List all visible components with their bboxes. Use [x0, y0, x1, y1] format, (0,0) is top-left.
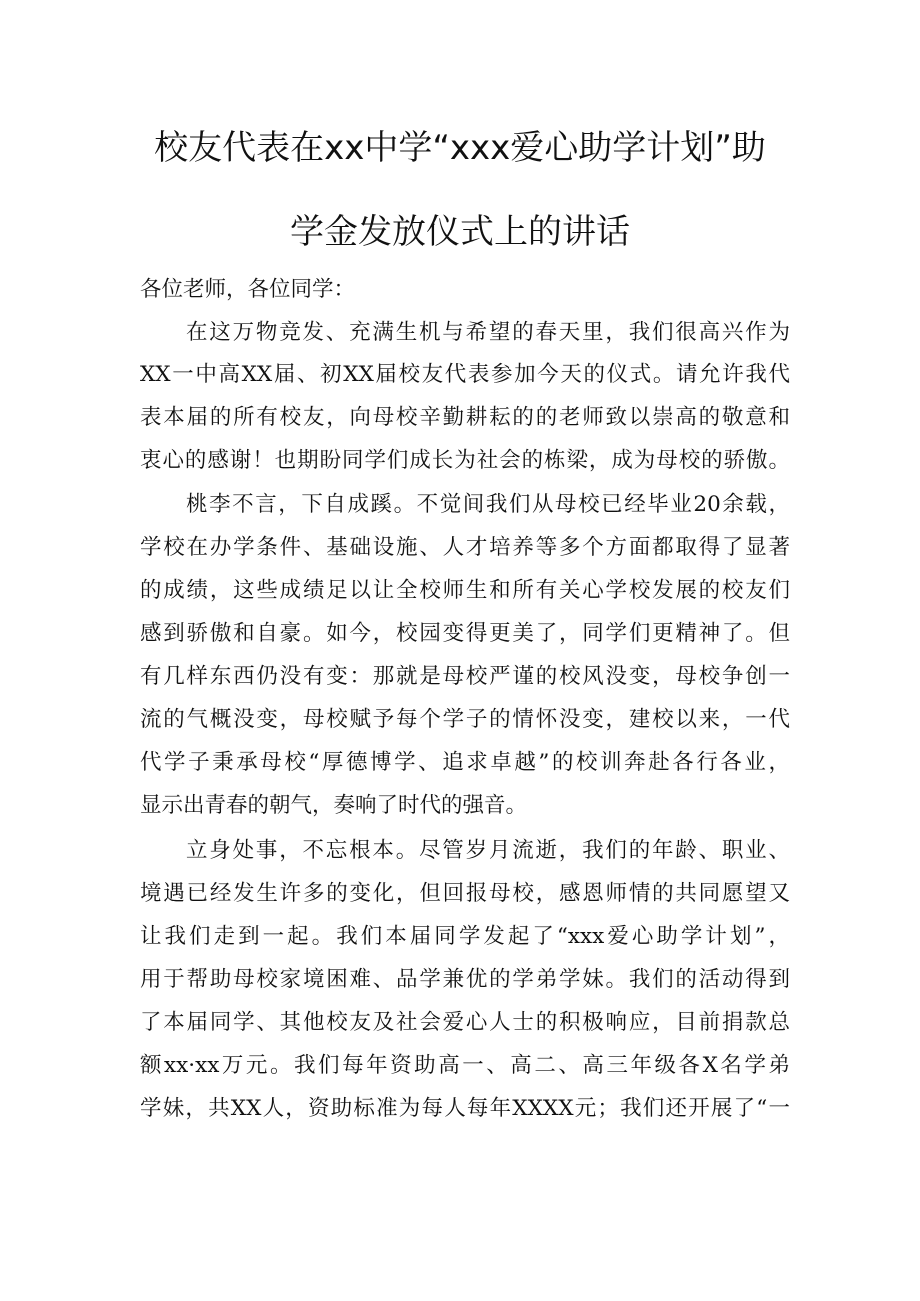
- document-title-line-2: 学金发放仪式上的讲话: [290, 212, 630, 252]
- paragraph-2: [140, 489, 790, 818]
- paragraph-line: 有几样东西仍没有变：那就是母校严谨的校风没变，母校争创一: [140, 664, 790, 689]
- paragraph-1: [140, 317, 790, 473]
- paragraph-line: 立身处事，不忘根本。尽管岁月流逝，我们的年龄、职业、: [186, 838, 790, 863]
- paragraph-line: 表本届的所有校友，向母校辛勤耕耘的的老师致以崇高的敬意和: [140, 405, 790, 430]
- paragraph-line: 学妹，共XX人，资助标准为每人每年XXXX元；我们还开展了“一: [140, 1096, 790, 1121]
- paragraph-line: 用于帮助母校家境困难、品学兼优的学弟学妹。我们的活动得到: [140, 967, 790, 992]
- paragraph-line: 感到骄傲和自豪。如今，校园变得更美了，同学们更精神了。但: [140, 621, 790, 646]
- paragraph-line: 在这万物竞发、充满生机与希望的春天里，我们很高兴作为: [186, 320, 790, 345]
- paragraph-line: 显示出青春的朝气，奏响了时代的强音。: [140, 793, 528, 818]
- document-title-line-1: 校友代表在xx中学“xxx爱心助学计划”助: [154, 128, 766, 168]
- paragraph-line: 让我们走到一起。我们本届同学发起了“xxx爱心助学计划”，: [140, 924, 790, 949]
- paragraph-line: XX一中高XX届、初XX届校友代表参加今天的仪式。请允许我代: [140, 362, 790, 387]
- paragraph-line: 代学子秉承母校“厚德博学、追求卓越”的校训奔赴各行各业，: [140, 750, 790, 775]
- salutation: 各位老师，各位同学：: [140, 277, 356, 302]
- paragraph-line: 的成绩，这些成绩足以让全校师生和所有关心学校发展的校友们: [140, 578, 790, 603]
- paragraph-line: 桃李不言，下自成蹊。不觉间我们从母校已经毕业20余载，: [186, 492, 790, 517]
- paragraph-line: 额xx·xx万元。我们每年资助高一、高二、高三年级各X名学弟: [140, 1053, 790, 1078]
- paragraph-line: 学校在办学条件、基础设施、人才培养等多个方面都取得了显著: [140, 535, 790, 560]
- paragraph-line: 境遇已经发生许多的变化，但回报母校，感恩师情的共同愿望又: [140, 881, 790, 906]
- paragraph-3: [140, 835, 790, 1131]
- paragraph-line: 衷心的感谢！也期盼同学们成长为社会的栋梁，成为母校的骄傲。: [140, 448, 790, 473]
- paragraph-line: 流的气概没变，母校赋予每个学子的情怀没变，建校以来，一代: [140, 707, 790, 732]
- paragraph-line: 了本届同学、其他校友及社会爱心人士的积极响应，目前捐款总: [140, 1010, 790, 1035]
